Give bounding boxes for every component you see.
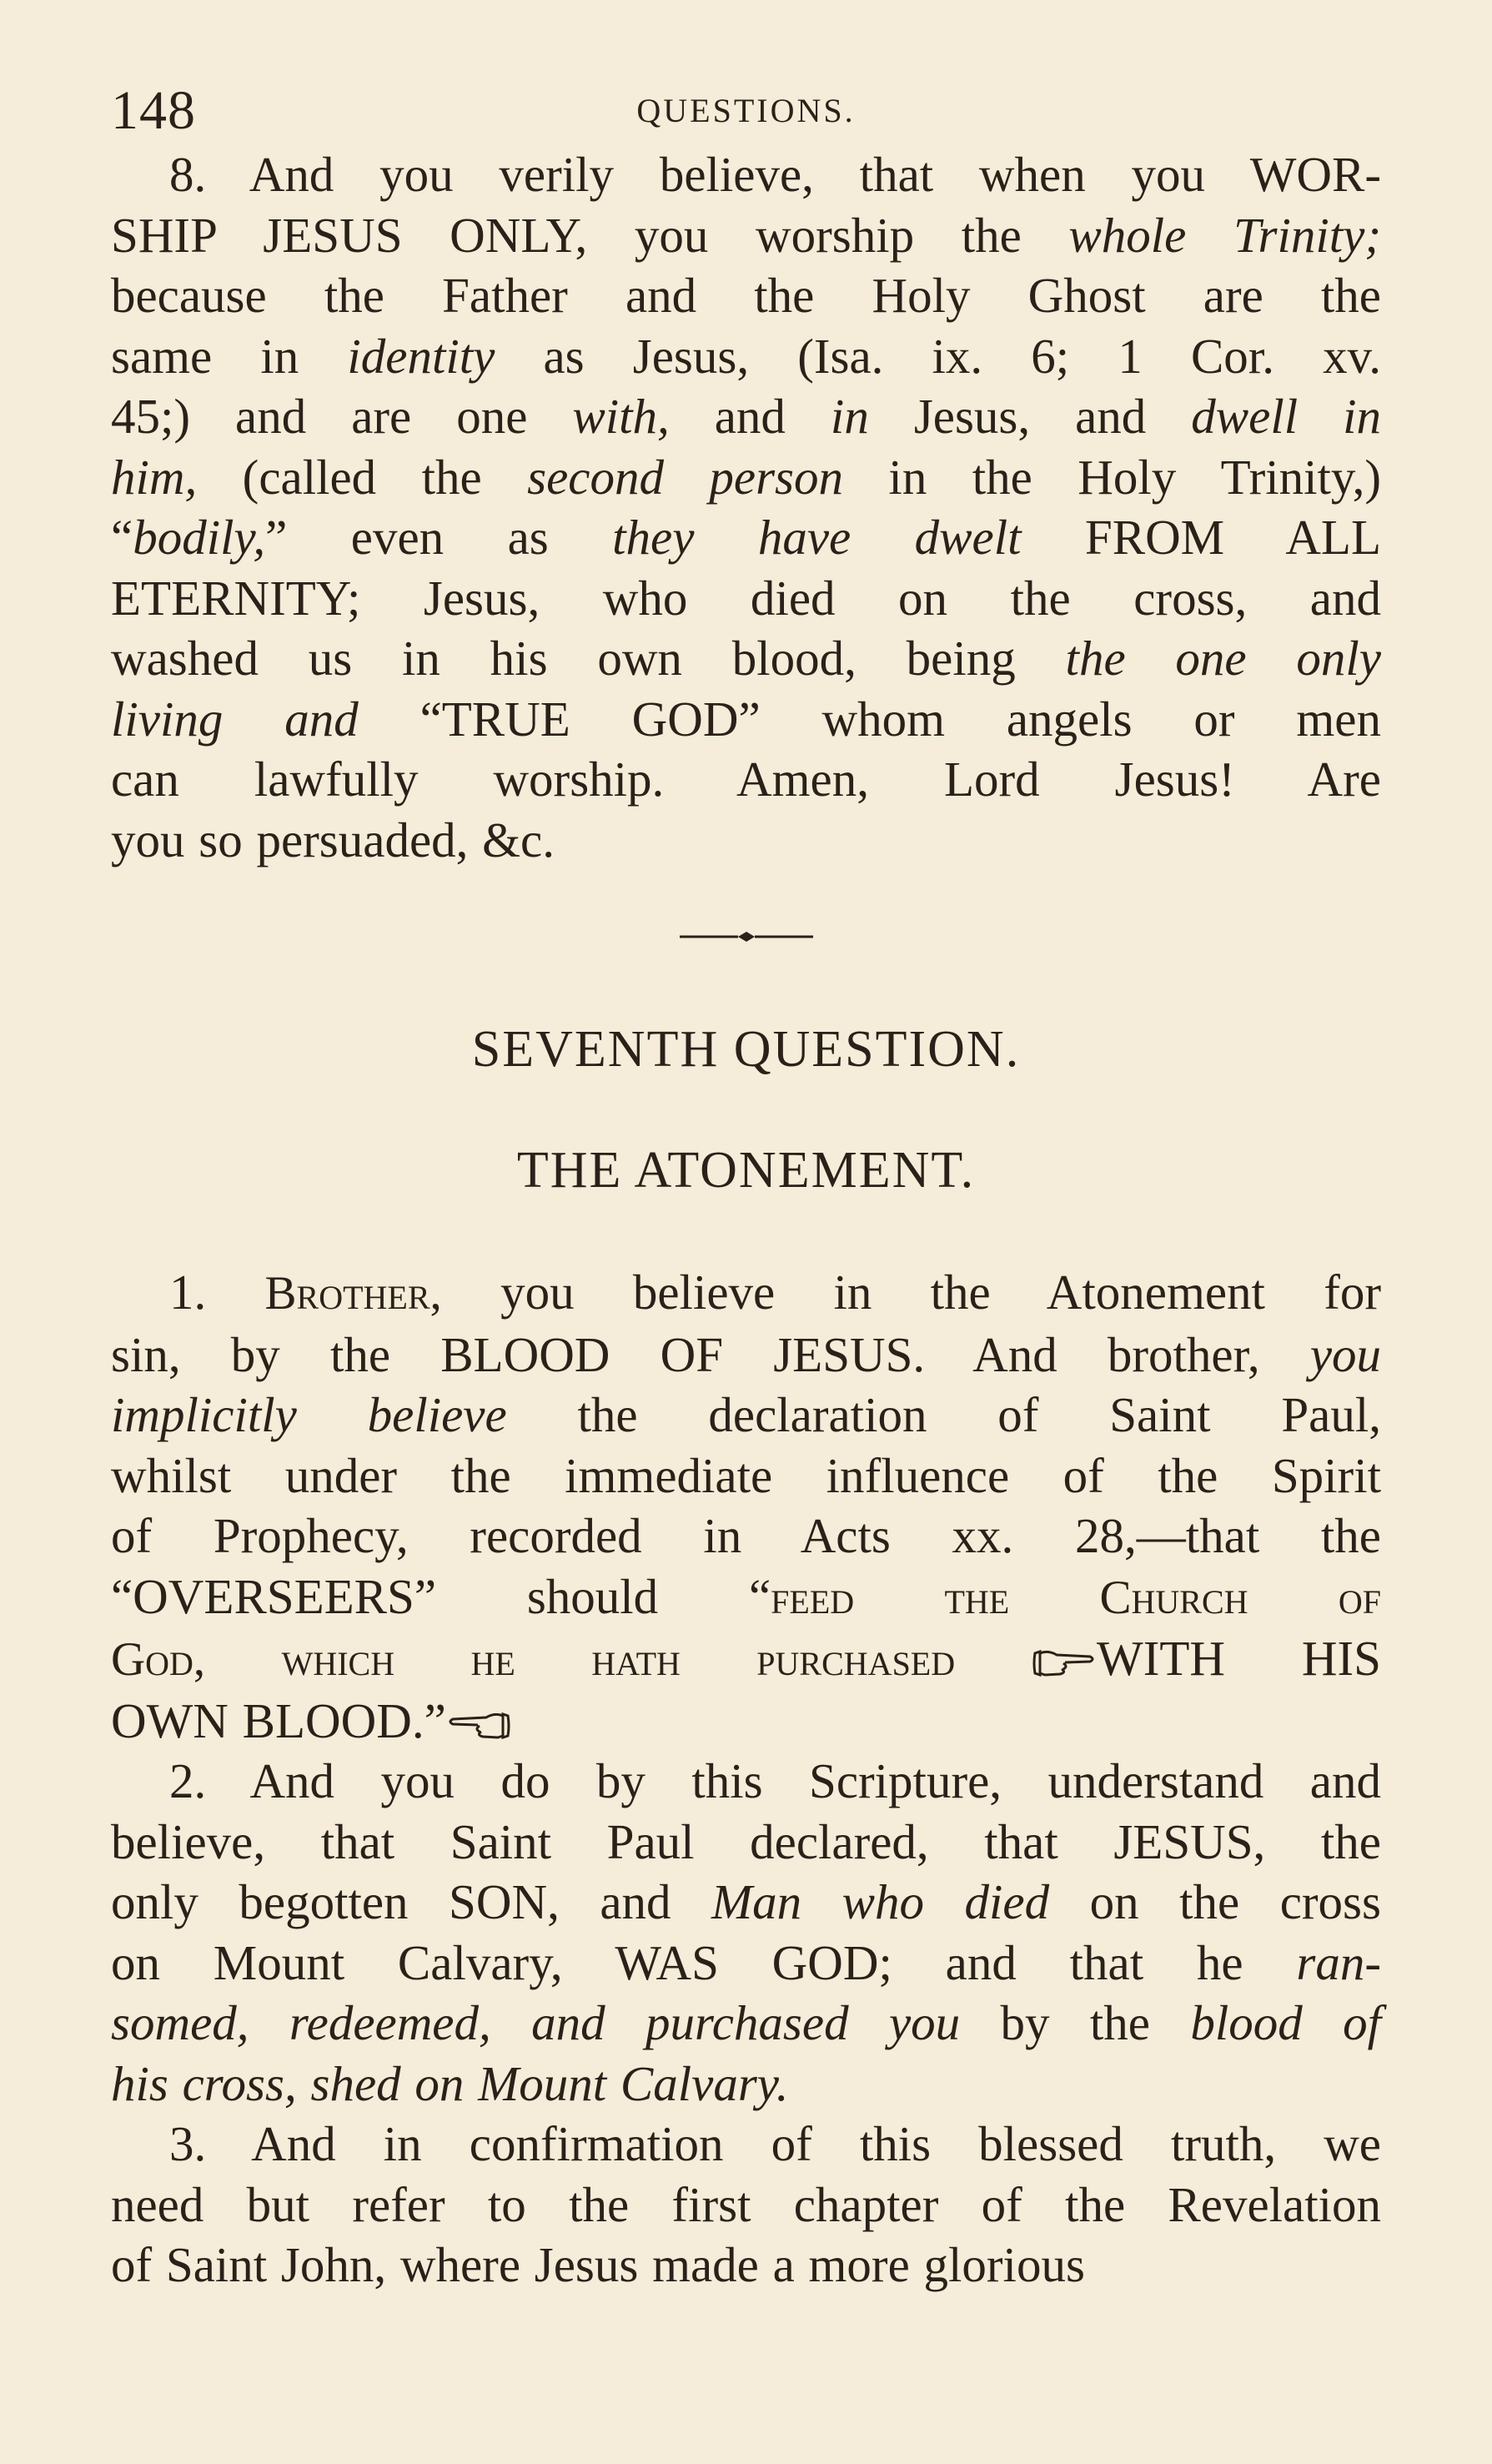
text-line: [111, 507, 1381, 568]
italic-run: bodily,: [133, 510, 266, 565]
text-run: same in: [111, 328, 348, 384]
text-run: OWN BLOOD.”: [111, 1692, 446, 1748]
text-run: and: [669, 389, 831, 444]
text-run: ” even as: [265, 510, 613, 565]
text-line: [111, 144, 1381, 205]
text-run: believe, that Saint Paul declared, that JESUS, the: [111, 1813, 1381, 1869]
text-run: you believe in the Atonement for: [441, 1265, 1382, 1320]
text-run: you so persuaded, &c.: [111, 812, 555, 867]
text-run: FROM ALL: [1021, 510, 1382, 565]
text-line: [111, 1993, 1381, 2054]
text-line: [111, 1628, 1381, 1691]
small-caps-run: God, which he hath purchased: [111, 1633, 956, 1686]
italic-run: blood of: [1190, 1995, 1381, 2050]
text-run: as Jesus, (Isa. ix. 6; 1 Cor. xv.: [495, 328, 1381, 384]
italic-run: Man who died: [711, 1874, 1050, 1929]
text-line: [111, 265, 1381, 326]
text-line: [111, 1325, 1381, 1385]
italic-run: living and: [111, 691, 359, 747]
question-subtitle: THE ATONEMENT.: [516, 1142, 976, 1199]
text-run: of Prophecy, recorded in Acts xx. 28,—that the: [111, 1508, 1381, 1563]
italic-run: you: [1309, 1326, 1381, 1382]
text-line: [111, 326, 1381, 387]
text-line: [111, 1691, 1381, 1752]
italic-run: him,: [111, 449, 198, 505]
text-run: “OVERSEERS” should “: [111, 1568, 771, 1624]
text-line: [111, 1751, 1381, 1812]
small-caps-run: Brother,: [264, 1267, 442, 1320]
text-line: [111, 568, 1381, 629]
divider-ornament: [671, 928, 821, 945]
text-run: [955, 1631, 1032, 1686]
text-line: [111, 1262, 1381, 1325]
page-number: 148: [111, 80, 196, 141]
italic-run: with,: [572, 389, 670, 444]
text-line: [111, 2235, 1381, 2296]
page-header: [111, 79, 1381, 144]
text-run: washed us in his own blood, being: [111, 631, 1066, 686]
question-title: SEVENTH QUESTION.: [471, 1021, 1021, 1078]
text-line: [111, 1506, 1381, 1566]
text-run: SHIP JESUS ONLY, you worship the: [111, 207, 1069, 263]
italic-run: in: [830, 389, 869, 444]
text-run: only begotten SON, and: [111, 1874, 712, 1929]
section-divider: [111, 870, 1381, 1003]
pointing-hand-left-icon: [446, 1707, 511, 1744]
italic-run: ran-: [1296, 1934, 1381, 1990]
paragraph-1: [111, 1262, 1381, 1751]
text-run: need but refer to the first chapter of the Revelation: [111, 2176, 1381, 2232]
text-run: of Saint John, where Jesus made a more glorious: [111, 2237, 1085, 2292]
italic-run: the one only: [1065, 631, 1381, 686]
text-line: [111, 1385, 1381, 1446]
text-line: [111, 1933, 1381, 1994]
text-run: 45;) and are one: [111, 389, 573, 444]
text-run: on the cross: [1049, 1874, 1381, 1929]
text-line: [111, 1812, 1381, 1873]
text-run: sin, by the BLOOD OF JESUS. And brother,: [111, 1326, 1310, 1382]
text-line: [111, 810, 1381, 871]
italic-run: second person: [527, 449, 843, 505]
text-run: Jesus, and: [868, 389, 1192, 444]
text-line: [111, 386, 1381, 447]
text-run: by the: [960, 1995, 1191, 2050]
text-line: [111, 1446, 1381, 1506]
text-run: whilst under the immediate influence of the Spirit: [111, 1447, 1381, 1503]
text-line: [111, 2175, 1381, 2235]
pointing-hand-right-icon: [1032, 1645, 1097, 1682]
text-run: ETERNITY; Jesus, who died on the cross, and: [111, 570, 1381, 626]
text-line: [111, 1872, 1381, 1933]
text-line: [111, 205, 1381, 266]
text-line: [111, 689, 1381, 750]
text-run: 2. And you do by this Scripture, understand and: [169, 1753, 1381, 1808]
text-run: on Mount Calvary, WAS GOD; and that he: [111, 1934, 1297, 1990]
text-run: (called the: [197, 449, 528, 505]
italic-run: identity: [347, 328, 495, 384]
italic-run: his cross, shed on Mount Calvary.: [111, 2055, 789, 2111]
text-run: because the Father and the Holy Ghost are the: [111, 268, 1381, 323]
italic-run: they have dwelt: [612, 510, 1022, 565]
text-run: the declaration of Saint Paul,: [506, 1387, 1381, 1442]
text-line: [111, 2114, 1381, 2175]
text-run: 1.: [169, 1265, 265, 1320]
text-run: in the Holy Trinity,): [843, 449, 1381, 505]
italic-run: whole Trinity;: [1068, 207, 1381, 263]
text-line: [111, 628, 1381, 689]
text-run: can lawfully worship. Amen, Lord Jesus! Are: [111, 752, 1381, 807]
text-run: WITH HIS: [1097, 1631, 1381, 1686]
paragraph-2: [111, 1751, 1381, 2114]
running-head: QUESTIONS.: [636, 92, 856, 129]
text-line: [111, 2054, 1381, 2115]
small-caps-run: feed the Church of: [771, 1571, 1381, 1624]
text-run: “: [111, 510, 133, 565]
italic-run: implicitly believe: [111, 1387, 507, 1442]
text-line: [111, 749, 1381, 810]
text-line: [111, 447, 1381, 508]
italic-run: dwell in: [1191, 389, 1381, 444]
paragraph-8: [111, 144, 1381, 870]
text-run: 8. And you verily believe, that when you WOR-: [169, 147, 1381, 202]
text-line: [111, 1566, 1381, 1629]
paragraph-3: [111, 2114, 1381, 2296]
text-run: “TRUE GOD” whom angels or men: [358, 691, 1381, 747]
text-run: 3. And in confirmation of this blessed truth, we: [169, 2116, 1381, 2171]
italic-run: somed, redeemed, and purchased you: [111, 1995, 961, 2050]
